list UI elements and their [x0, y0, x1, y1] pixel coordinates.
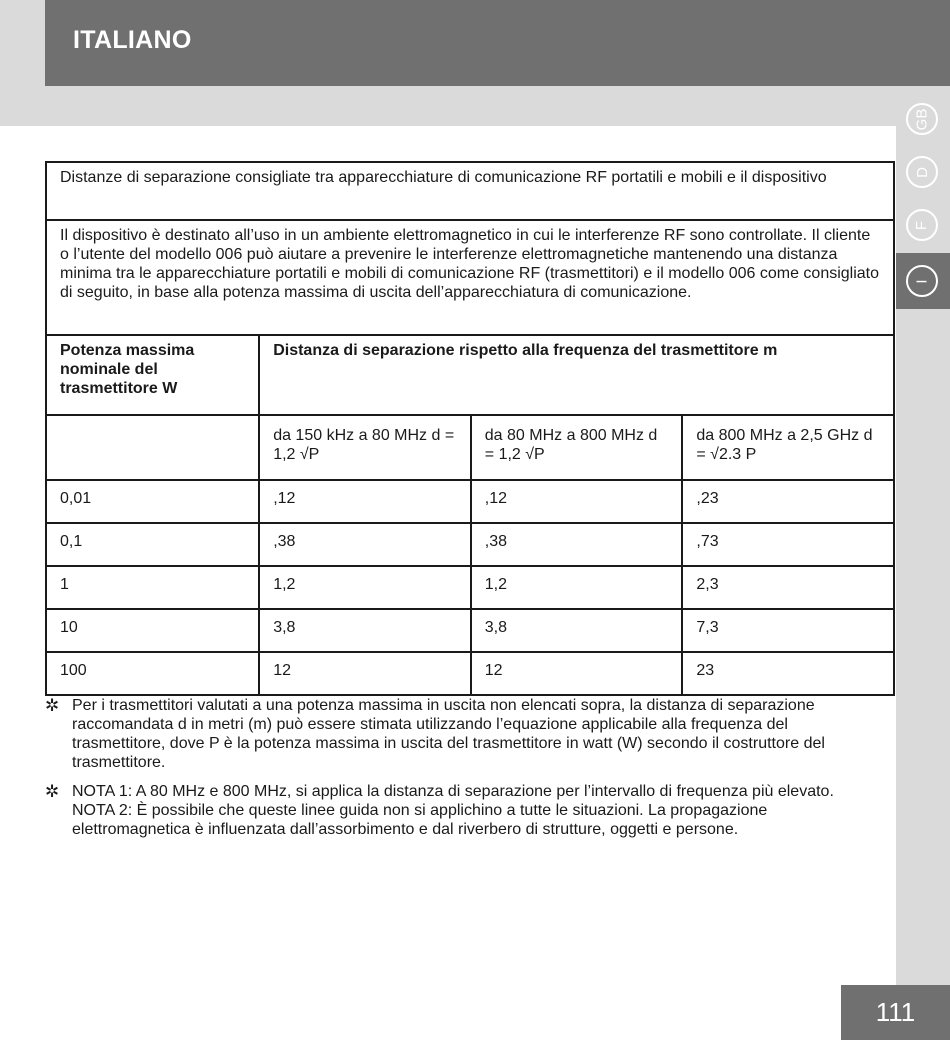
table-intro: Il dispositivo è destinato all’uso in un ambiente elettromagnetico in cui le interferenze RF sono controllate. Il cliente o l’utente del modello 006 può aiutare a prevenire le interferenze elettromagnetiche mantenendo una distanza minima tra le apparecchiature portatili e mobili di comunicazione RF (trasmettitori) e il modello 006 come consigliato di seguito, in base alla potenza massima di uscita dell’apparecchiatura di comunicazione.: [46, 220, 894, 335]
table-cell: ,12: [259, 480, 471, 523]
table-cell: 12: [259, 652, 471, 695]
table-cell: 10: [46, 609, 259, 652]
table-cell: 7,3: [682, 609, 894, 652]
notes-section: [45, 696, 875, 849]
table-row: [46, 523, 894, 566]
language-tab-i[interactable]: I: [906, 265, 938, 297]
table-cell: ,12: [471, 480, 683, 523]
table-cell: 0,01: [46, 480, 259, 523]
language-tab-f[interactable]: F: [906, 209, 938, 241]
table-cell: ,38: [471, 523, 683, 566]
table-cell: 3,8: [259, 609, 471, 652]
table-cell: ,23: [682, 480, 894, 523]
star-bullet-icon: ✲: [45, 782, 60, 801]
table-row: [46, 480, 894, 523]
star-bullet-icon: ✲: [45, 696, 60, 715]
table-cell: 12: [471, 652, 683, 695]
note-item: [45, 696, 875, 772]
page-number: 111: [841, 985, 950, 1040]
table-row: [46, 652, 894, 695]
note-text: NOTA 2: È possibile che queste linee guida non si applichino a tutte le situazioni. La propagazione elettromagnetica è influenzata dall’assorbimento e dal riverbero di strutture, oggetti e persone.: [72, 802, 768, 838]
table-title: Distanze di separazione consigliate tra apparecchiature di comunicazione RF portatili e mobili e il dispositivo: [46, 162, 894, 220]
table-cell: ,73: [682, 523, 894, 566]
table-cell: 0,1: [46, 523, 259, 566]
subheader-cell: da 150 kHz a 80 MHz d = 1,2 √P: [259, 415, 471, 480]
subheader-cell: da 80 MHz a 800 MHz d = 1,2 √P: [471, 415, 683, 480]
power-column-header: Potenza massima nominale del trasmettitore W: [46, 335, 259, 415]
language-tab-d[interactable]: D: [906, 156, 938, 188]
distance-column-header: Distanza di separazione rispetto alla frequenza del trasmettitore m: [259, 335, 894, 415]
table-cell: 1: [46, 566, 259, 609]
page-title: ITALIANO: [73, 26, 192, 54]
table-cell: 23: [682, 652, 894, 695]
note-text: NOTA 1: A 80 MHz e 800 MHz, si applica la distanza di separazione per l’intervallo di frequenza più elevato.: [72, 783, 834, 800]
table-row: [46, 566, 894, 609]
subheader-cell: da 800 MHz a 2,5 GHz d = √2.3 P: [682, 415, 894, 480]
table-cell: 100: [46, 652, 259, 695]
table-row: [46, 609, 894, 652]
note-text: Per i trasmettitori valutati a una potenza massima in uscita non elencati sopra, la distanza di separazione raccomandata d in metri (m) può essere stimata utilizzando l’equazione applicabile alla frequenza del trasmettitore, dove P è la potenza massima in uscita del trasmettitore in watt (W) secondo il costruttore del trasmettitore.: [72, 697, 825, 771]
language-tab-gb[interactable]: GB: [906, 103, 938, 135]
table-cell: 3,8: [471, 609, 683, 652]
subheader-cell: [46, 415, 259, 480]
table-cell: 2,3: [682, 566, 894, 609]
table-cell: 1,2: [471, 566, 683, 609]
table-cell: ,38: [259, 523, 471, 566]
table-cell: 1,2: [259, 566, 471, 609]
note-item: [45, 782, 875, 839]
separation-distance-table: [45, 161, 895, 696]
